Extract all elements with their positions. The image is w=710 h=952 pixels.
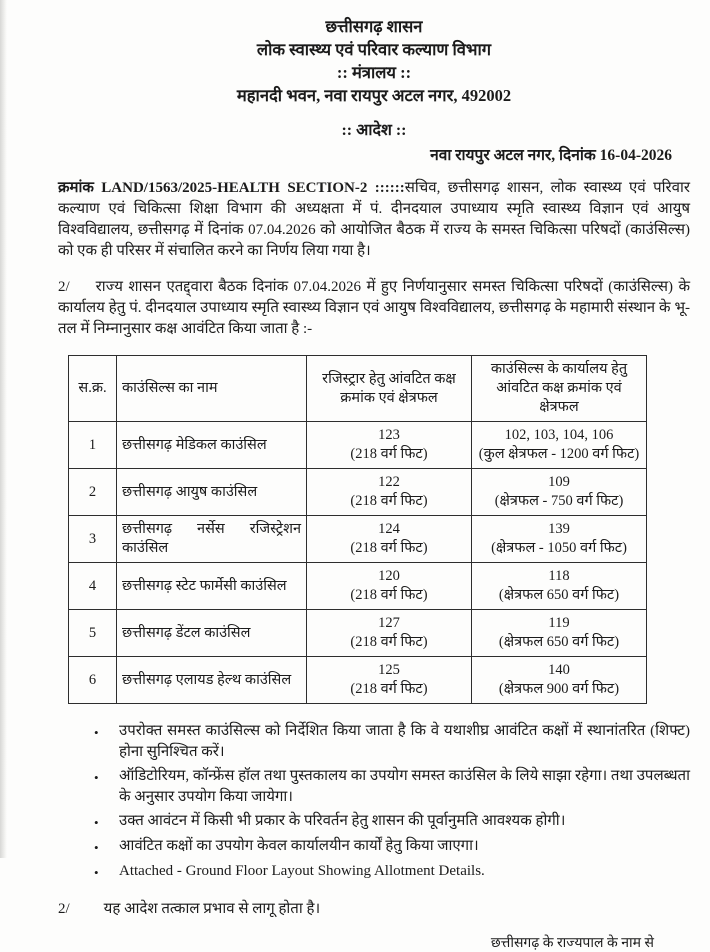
- room-area: (218 वर्ग फिट): [350, 540, 428, 556]
- room-number: 102, 103, 104, 106: [504, 427, 614, 443]
- room-area: (क्षेत्रफल 900 वर्ग फिट): [498, 681, 620, 697]
- table-row: [69, 657, 647, 704]
- header-serial-number: स.क्र.: [69, 356, 117, 422]
- council-name-cell: छत्तीसगढ़ आयुष काउंसिल: [117, 469, 307, 516]
- office-room-cell: [472, 469, 647, 516]
- office-room-cell: [472, 516, 647, 563]
- bullet-icon: •: [94, 770, 99, 785]
- office-room-cell: [472, 657, 647, 704]
- paragraph-2-number: 2/: [58, 279, 70, 295]
- room-number: 140: [548, 662, 570, 678]
- place-dateline: नवा रायपुर अटल नगर, दिनांक 16-04-2026: [430, 147, 672, 164]
- directive-bullet-list: [58, 721, 690, 883]
- registrar-room-cell: [307, 610, 472, 657]
- table-row: [69, 422, 647, 469]
- room-area: (218 वर्ग फिट): [350, 681, 428, 697]
- room-number: 109: [548, 474, 570, 490]
- order-number: क्रमांक LAND/1563/2025-HEALTH SECTION-2 ::::::: [58, 180, 405, 196]
- room-area: (218 वर्ग फिट): [350, 493, 428, 509]
- registrar-room-cell: [307, 422, 472, 469]
- room-number: 123: [378, 427, 400, 443]
- bullet-text: Attached - Ground Floor Layout Showing Allotment Details.: [119, 863, 485, 879]
- header-registrar-room: रजिस्ट्रार हेतु आंवटित कक्ष क्रमांक एवं क्षेत्रफल: [307, 356, 472, 422]
- room-number: 127: [378, 615, 400, 631]
- department-name: लोक स्वास्थ्य एवं परिवार कल्याण विभाग: [256, 40, 492, 59]
- paragraph-2: [58, 277, 690, 340]
- room-area: (क्षेत्रफल 650 वर्ग फिट): [498, 634, 620, 650]
- closing-text: यह आदेश तत्काल प्रभाव से लागू होता है।: [103, 901, 321, 917]
- serial-number-cell: 3: [69, 516, 117, 563]
- room-area: (218 वर्ग फिट): [350, 634, 428, 650]
- header-office-room: काउंसिल्स के कार्यालय हेतु आंवटित कक्ष क्रमांक एवं क्षेत्रफल: [472, 356, 647, 422]
- bullet-icon: •: [94, 815, 99, 830]
- registrar-room-cell: [307, 516, 472, 563]
- room-number: 120: [378, 568, 400, 584]
- bullet-icon: •: [94, 865, 99, 880]
- table-row: [69, 516, 647, 563]
- ministry-label: :: मंत्रालय ::: [336, 63, 412, 82]
- bullet-text: उपरोक्त समस्त काउंसिल्स को निर्देशित किया जाता है कि वे यथाशीघ्र आवंटित कक्षों में स्थानांतरित (शिफ्ट) होना सुनिश्चित करें।: [119, 723, 690, 760]
- room-area: (क्षेत्रफल - 750 वर्ग फिट): [494, 493, 624, 509]
- room-area: (218 वर्ग फिट): [350, 446, 428, 462]
- room-number: 125: [378, 662, 400, 678]
- bullet-text: ऑडिटोरियम, कॉन्फ्रेंस हॉल तथा पुस्तकालय का उपयोग समस्त काउंसिल के लिये साझा रहेगा। तथा उपलब्धता के अनुसार उपयोग किया जायेगा।: [119, 768, 690, 805]
- registrar-room-cell: [307, 657, 472, 704]
- letterhead: [58, 16, 690, 107]
- table-row: [69, 563, 647, 610]
- room-number: 122: [378, 474, 400, 490]
- registrar-room-cell: [307, 563, 472, 610]
- paragraph-1: [58, 178, 690, 262]
- paragraph-1-text: सचिव, छत्तीसगढ़ शासन, लोक स्वास्थ्य एवं परिवार कल्याण एवं चिकित्सा शिक्षा विभाग की अध्यक्षता में पं. दीनदयाल उपाध्याय स्मृति स्वास्थ्य विज्ञान एवं आयुष विश्वविद्यालय, छत्तीसगढ़ में दिनांक 07.04.2026 को आयोजित बैठक में राज्य के समस्त चिकित्सा परिषदों (काउंसिल्स) को एक ही परिसर में संचालित करने का निर्णय लिया गया है।: [58, 180, 690, 259]
- room-number: 118: [548, 568, 570, 584]
- office-room-cell: [472, 422, 647, 469]
- council-name-cell: छत्तीसगढ़ स्टेट फार्मेसी काउंसिल: [117, 563, 307, 610]
- table-row: [69, 469, 647, 516]
- bullet-icon: •: [94, 725, 99, 740]
- registrar-room-cell: [307, 469, 472, 516]
- header-council-name: काउंसिल्स का नाम: [117, 356, 307, 422]
- table-row: [69, 610, 647, 657]
- council-name-cell: छत्तीसगढ़ नर्सेस रजिस्ट्रेशन काउंसिल: [117, 516, 307, 563]
- council-name-cell: छत्तीसगढ़ डेंटल काउंसिल: [117, 610, 307, 657]
- closing-clause: [58, 898, 690, 918]
- council-name-cell: छत्तीसगढ़ मेडिकल काउंसिल: [117, 422, 307, 469]
- serial-number-cell: 4: [69, 563, 117, 610]
- paragraph-2-text: राज्य शासन एतद्द्वारा बैठक दिनांक 07.04.2026 में हुए निर्णयानुसार समस्त चिकित्सा परिषदों (काउंसिल्स) के कार्यालय हेतु पं. दीनदयाल उपाध्याय स्मृति स्वास्थ्य विज्ञान एवं आयुष विश्वविद्यालय, छत्तीसगढ़ के महामारी संस्थान के भू-तल में निम्नानुसार कक्ष आवंटित किया जाता है :-: [58, 279, 690, 337]
- government-name: छत्तीसगढ़ शासन: [325, 17, 423, 36]
- council-name-cell: छत्तीसगढ़ एलायड हेल्थ काउंसिल: [117, 657, 307, 704]
- room-allotment-table: [68, 355, 647, 704]
- room-area: (क्षेत्रफल 650 वर्ग फिट): [498, 587, 620, 603]
- office-room-cell: [472, 610, 647, 657]
- list-item: [94, 861, 690, 883]
- list-item: [94, 721, 690, 763]
- signature-authority-line: छत्तीसगढ़ के राज्यपाल के नाम से: [490, 936, 654, 951]
- room-number: 139: [548, 521, 570, 537]
- room-number: 119: [548, 615, 570, 631]
- address-line: महानदी भवन, नवा रायपुर अटल नगर, 492002: [236, 86, 512, 105]
- closing-number: 2/: [58, 901, 70, 917]
- list-item: [94, 836, 690, 858]
- list-item: [94, 811, 690, 833]
- room-area: (218 वर्ग फिट): [350, 587, 428, 603]
- serial-number-cell: 2: [69, 469, 117, 516]
- serial-number-cell: 1: [69, 422, 117, 469]
- room-area: (क्षेत्रफल - 1050 वर्ग फिट): [491, 540, 627, 556]
- bullet-icon: •: [94, 840, 99, 855]
- order-title: :: आदेश ::: [341, 122, 407, 139]
- table-header-row: [69, 356, 647, 422]
- room-number: 124: [378, 521, 400, 537]
- bullet-text: आवंटित कक्षों का उपयोग केवल कार्यालयीन कार्यों हेतु किया जाएगा।: [119, 838, 479, 854]
- list-item: [94, 766, 690, 808]
- office-room-cell: [472, 563, 647, 610]
- serial-number-cell: 6: [69, 657, 117, 704]
- serial-number-cell: 5: [69, 610, 117, 657]
- room-area: (कुल क्षेत्रफल - 1200 वर्ग फिट): [478, 446, 640, 462]
- bullet-text: उक्त आवंटन में किसी भी प्रकार के परिवर्तन हेतु शासन की पूर्वानुमति आवश्यक होगी।: [119, 813, 566, 829]
